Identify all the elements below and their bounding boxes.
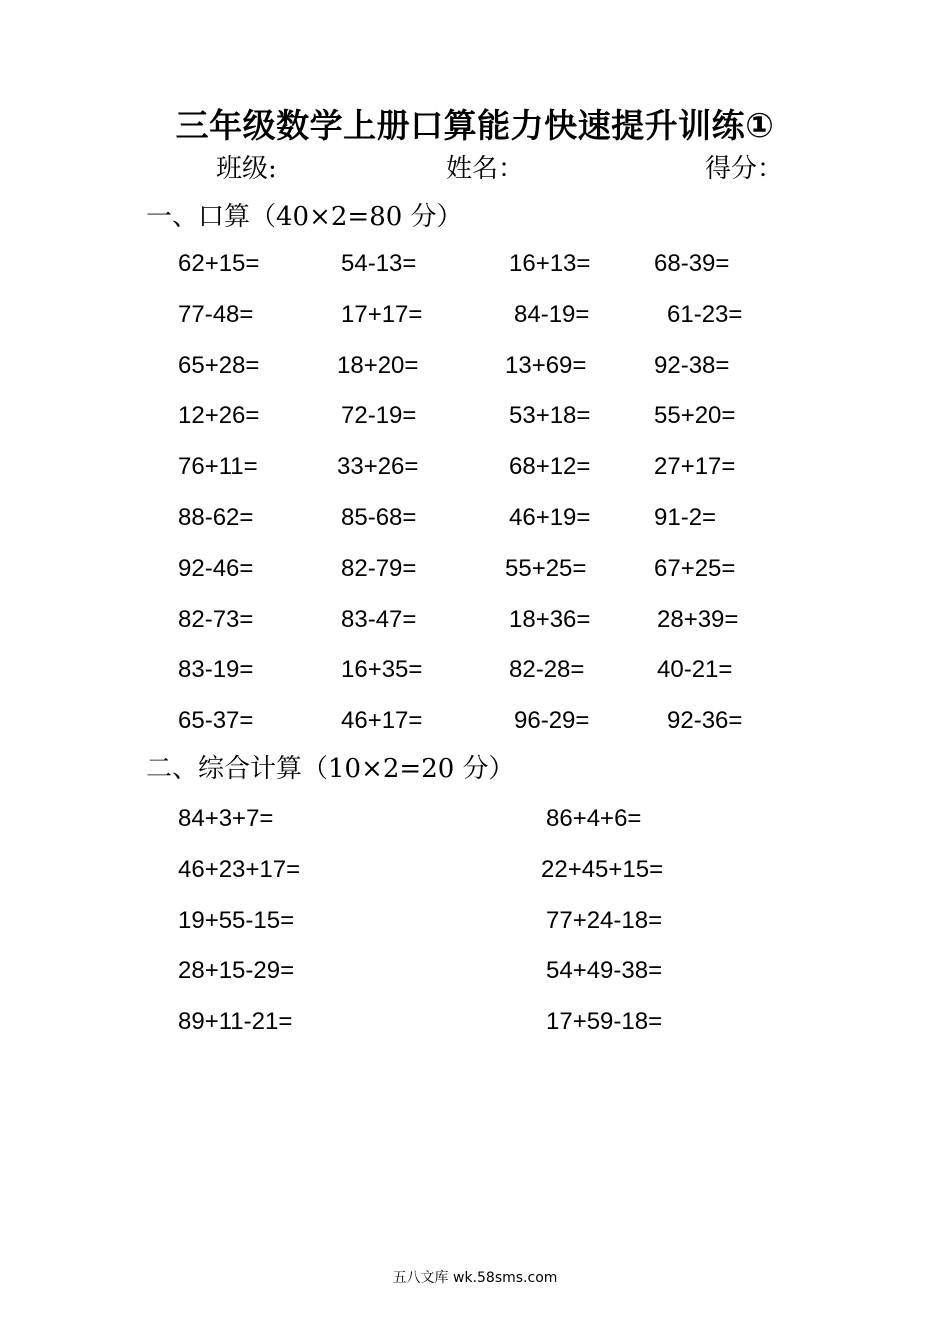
math-problem: 40-21= <box>657 656 733 684</box>
math-problem: 17+17= <box>341 300 423 328</box>
math-problem: 28+15-29= <box>178 957 295 985</box>
math-problem: 84+3+7= <box>178 805 274 832</box>
math-problem: 77+24-18= <box>546 906 663 934</box>
math-problem: 84-19= <box>514 300 590 328</box>
math-problem: 82-79= <box>341 554 417 582</box>
math-problem: 53+18= <box>509 402 591 430</box>
math-problem: 19+55-15= <box>178 906 295 934</box>
title-text: 三年级数学上册口算能力快速提升训练 <box>175 106 746 145</box>
name-label: 姓名： <box>446 154 525 184</box>
math-problem: 92-36= <box>667 707 743 735</box>
footer-watermark: 五八文库 wk.58sms.com <box>392 1270 558 1286</box>
math-problem: 17+59-18= <box>546 1008 663 1036</box>
math-problem: 22+45+15= <box>541 855 664 883</box>
math-problem: 96-29= <box>514 707 590 735</box>
math-problem: 18+36= <box>509 605 591 633</box>
math-problem: 55+25= <box>505 554 587 582</box>
math-problem: 27+17= <box>654 453 736 481</box>
math-problem: 76+11= <box>178 453 258 481</box>
math-problem: 16+35= <box>341 656 423 684</box>
math-problem: 67+25= <box>654 554 736 582</box>
math-problem: 62+15= <box>178 250 260 277</box>
math-problem: 68+12= <box>509 453 591 481</box>
math-problem: 85-68= <box>341 504 417 531</box>
math-problem: 12+26= <box>178 402 260 430</box>
math-problem: 86+4+6= <box>546 805 642 832</box>
math-problem: 83-47= <box>341 605 417 633</box>
math-problem: 83-19= <box>178 656 254 684</box>
math-problem: 82-73= <box>178 605 254 633</box>
math-problem: 92-46= <box>178 554 254 582</box>
math-problem: 33+26= <box>337 453 419 481</box>
math-problem: 13+69= <box>505 351 587 379</box>
math-problem: 16+13= <box>509 250 591 277</box>
page-title <box>0 100 950 147</box>
title-number: ① <box>745 106 775 146</box>
score-label: 得分： <box>705 154 784 184</box>
math-problem: 89+11-21= <box>178 1008 293 1036</box>
math-problem: 54-13= <box>341 250 417 277</box>
math-problem: 88-62= <box>178 504 254 531</box>
class-label: 班级: <box>216 154 277 184</box>
math-problem: 92-38= <box>654 351 730 379</box>
math-problem: 55+20= <box>654 402 736 430</box>
math-problem: 28+39= <box>657 605 739 633</box>
math-problem: 77-48= <box>178 300 254 328</box>
math-problem: 82-28= <box>509 656 585 684</box>
section2-title: 二、综合计算（10×2=20 分） <box>146 754 515 784</box>
math-problem: 61-23= <box>667 300 743 328</box>
math-problem: 65-37= <box>178 707 254 735</box>
math-problem: 91-2= <box>654 504 717 531</box>
math-problem: 46+23+17= <box>178 855 301 883</box>
section1-title: 一、口算（40×2=80 分） <box>146 202 463 232</box>
math-problem: 46+19= <box>509 504 591 531</box>
math-problem: 18+20= <box>337 351 419 379</box>
math-problem: 72-19= <box>341 402 417 430</box>
math-problem: 68-39= <box>654 250 730 277</box>
math-problem: 54+49-38= <box>546 957 663 985</box>
math-problem: 46+17= <box>341 707 423 735</box>
math-problem: 65+28= <box>178 351 260 379</box>
